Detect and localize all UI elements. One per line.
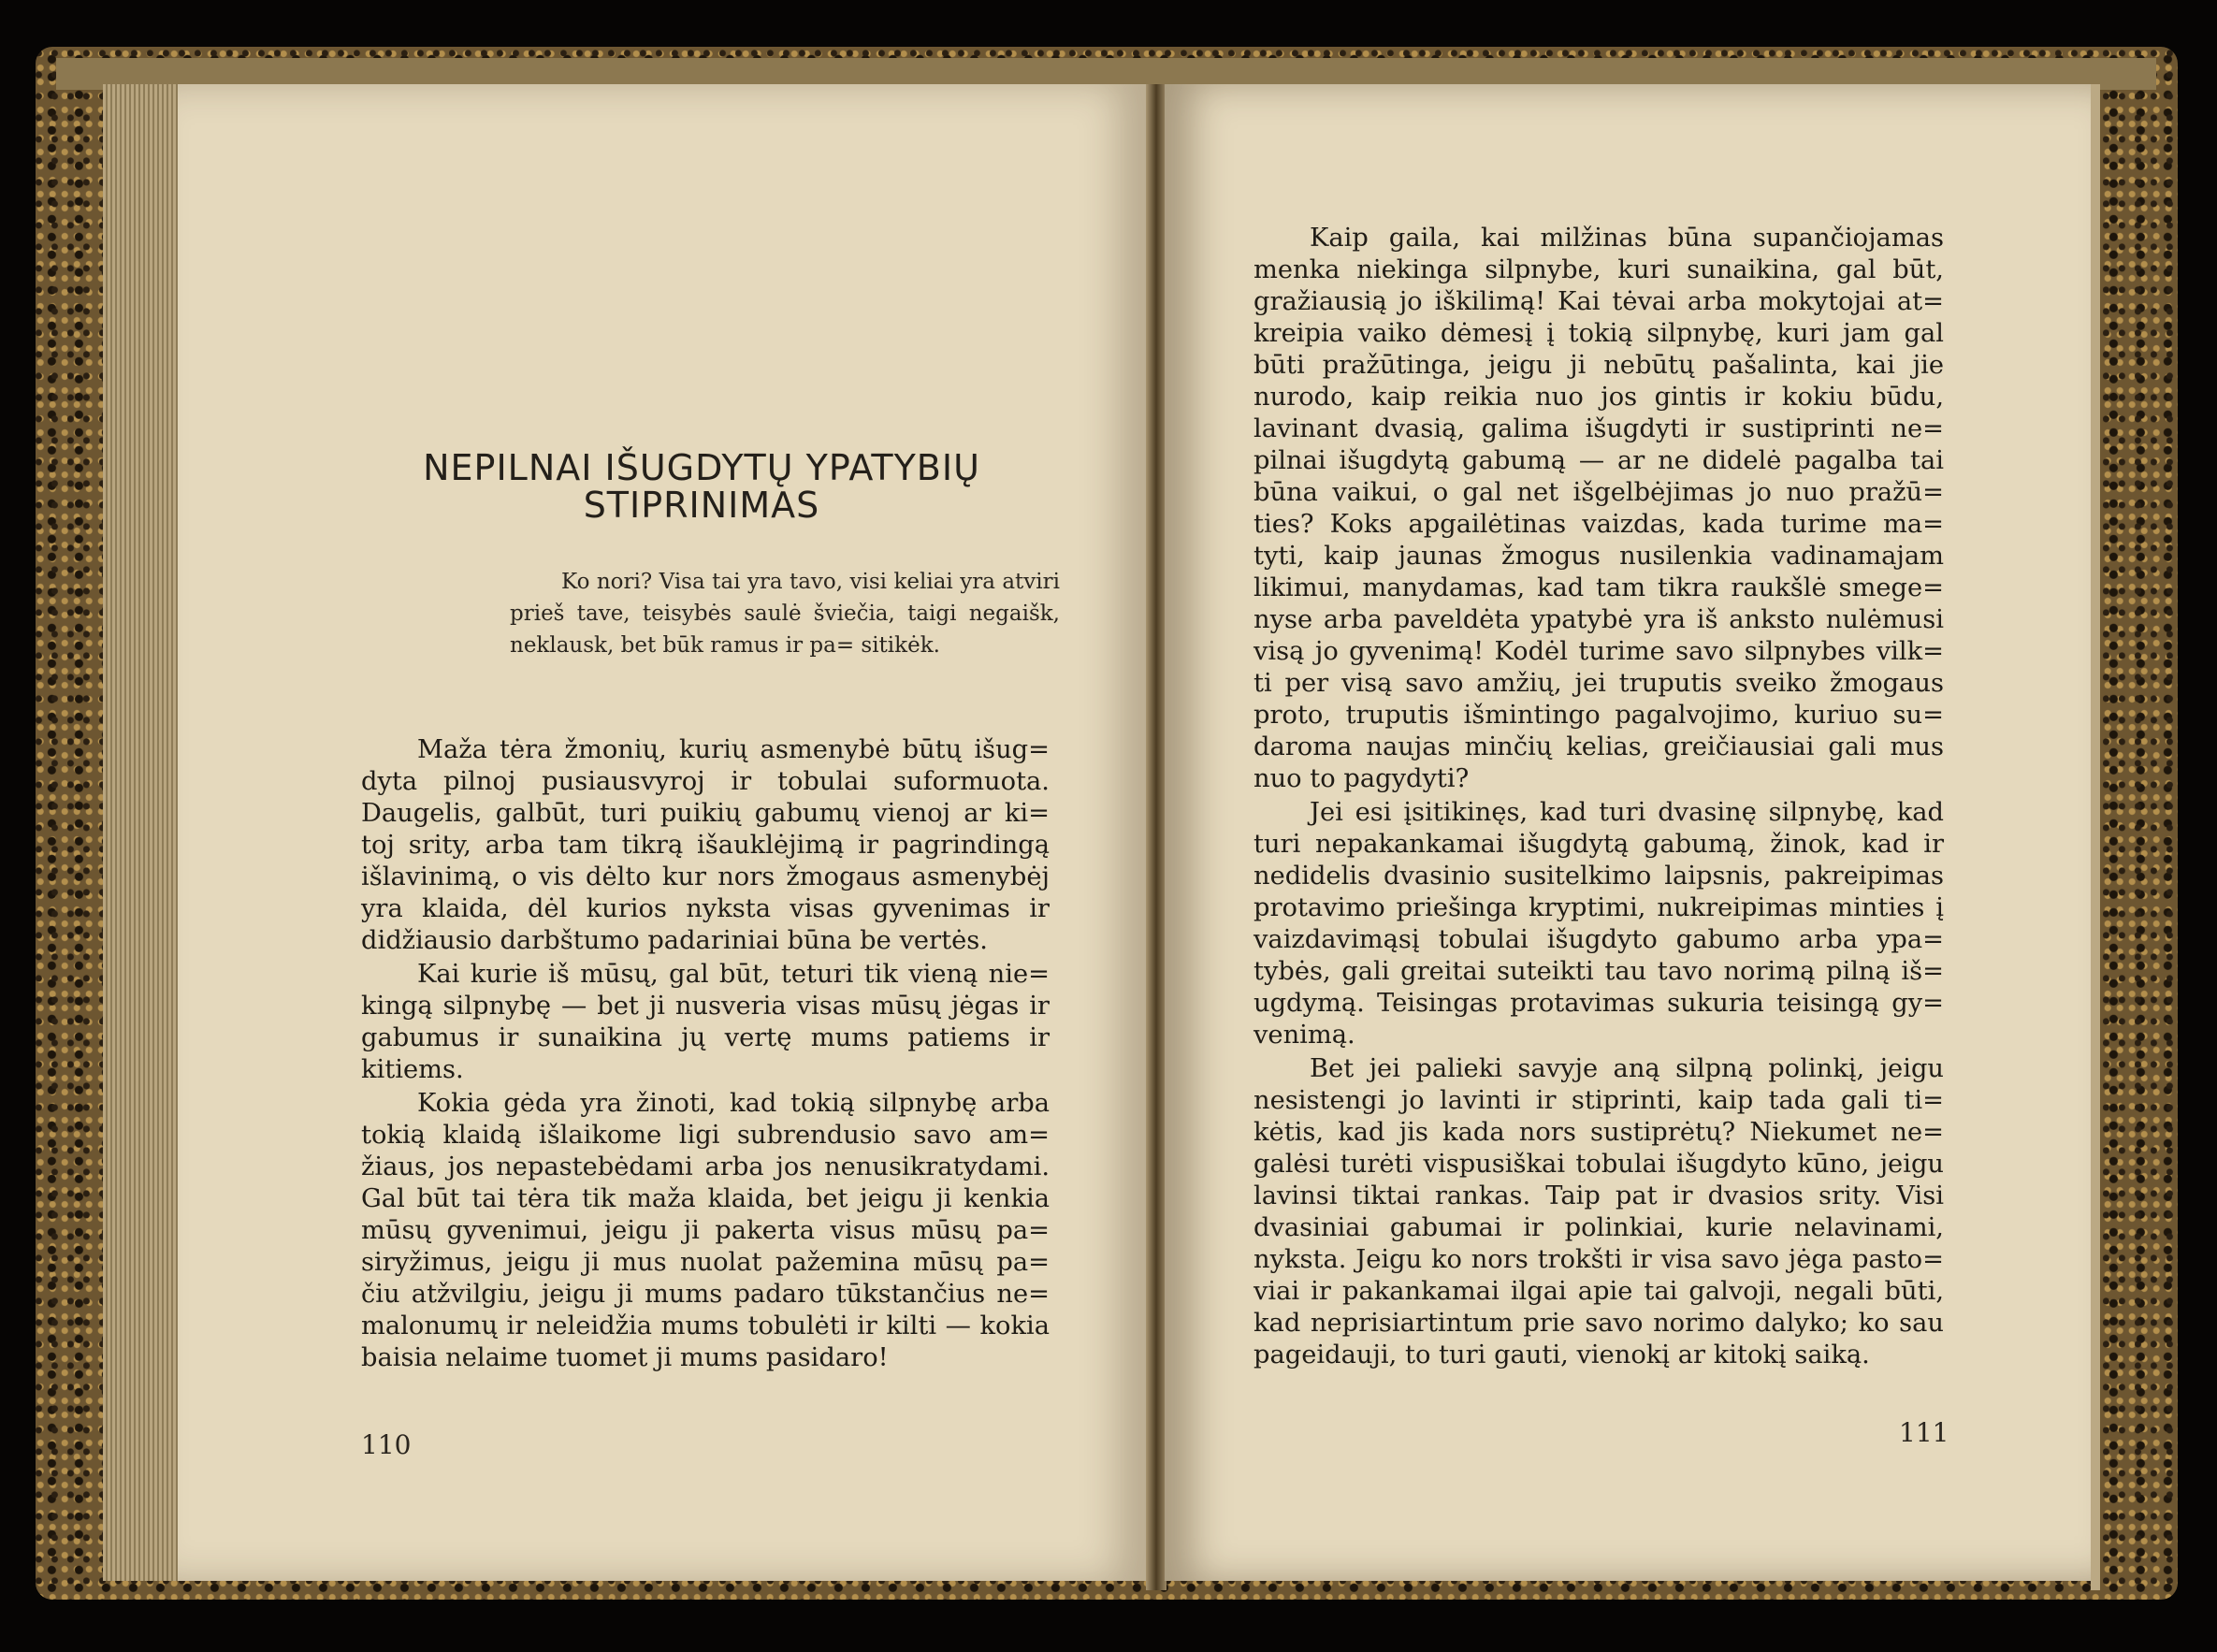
page-stack-edge	[103, 84, 187, 1581]
book-gutter	[1146, 84, 1166, 1590]
chapter-title: NEPILNAI IŠUGDYTŲ YPATYBIŲ STIPRINIMAS	[423, 447, 980, 526]
right-page-edge	[2091, 84, 2100, 1590]
left-page-body	[361, 734, 1050, 1374]
paragraph: Kaip gaila, kai milžinas būna supančiojamas menka niekinga silpnybe, kuri sunaikina, gal būt, gražiausią jo iškilimą! Kai tėvai arba mokytojai at= kreipia vaiko dėmesį į tokią silpnybę, kuri jam gal būti pražūtinga, jeigu ji nebūtų pašalinta, kai jie nurodo, kaip reikia nuo jos gintis ir kokiu būdu, lavinant dvasią, galima išugdyti ir sustiprinti ne= pilnai išugdytą gabumą — ar ne didelė pagalba tai būna vaikui, o gal net išgelbėjimas jo nuo pražū= ties? Koks apgailėtinas vaizdas, kada turime ma= tyti, kaip jaunas žmogus nusilenkia vadinamajam likimui, manydamas, kad tam tikra raukšlė smege= nyse arba paveldėta ypatybė yra iš anksto nulėmusi visą jo gyvenimą! Kodėl turime savo silpnybes vilk= ti per visą savo amžių, jei truputis sveiko žmogaus proto, truputis išmintingo pagalvojimo, kuriuo su= daroma naujas minčių kelias, greičiausiai gali mus nuo to pagydyti?	[1253, 224, 1944, 793]
paragraph: Kokia gėda yra žinoti, kad tokią silpnybę arba tokią klaidą išlaikome ligi subrendusio savo am= žiaus, jos nepastebėdami arba jos nenusikratydami. Gal būt tai tėra tik maža klaida, bet jeigu ji kenkia mūsų gyvenimui, jeigu ji pakerta visus mūsų pa= siryžimus, jeigu ji mus nuolat pažemina mūsų pa= čiu atžvilgiu, jeigu ji mums padaro tūkstančius ne= malonumų ir neleidžia mums tobulėti ir kilti — kokia baisia nelaime tuomet ji mums pasidaro!	[361, 1089, 1050, 1372]
right-page-body	[1253, 223, 1944, 1371]
page-number-right: 111	[1899, 1417, 1949, 1448]
page-number-left: 110	[361, 1429, 412, 1460]
paragraph: Bet jei palieki savyje aną silpną polinkį, jeigu nesistengi jo lavinti ir stiprinti, kaip tada gali ti= kėtis, kad jis kada nors sustiprėtų? Niekumet ne= galėsi turėti vispusiškai tobulai išugdyto kūno, jeigu lavinsi tiktai rankas. Taip pat ir dvasios srity. Visi dvasiniai gabumai ir polinkiai, kurie nelavinami, nyksta. Jeigu ko nors trokšti ir visa savo jėga pasto= viai ir pakankamai ilgai apie tai galvoji, negali būti, kad neprisiartintum prie savo norimo dalyko; ko sau pageidauji, to turi gauti, vienokį ar kitokį saiką.	[1253, 1054, 1944, 1369]
paragraph: Kai kurie iš mūsų, gal būt, teturi tik vieną nie= kingą silpnybę — bet ji nusveria visas mūsų jėgas ir gabumus ir sunaikina jų vertę mums patiems ir kitiems.	[361, 960, 1050, 1084]
paragraph: Maža tėra žmonių, kurių asmenybė būtų išug= dyta pilnoj pusiausvyroj ir tobulai suformuota. Daugelis, galbūt, turi puikių gabumų vienoj ar ki= toj srity, arba tam tikrą išauklėjimą ir pagrindingą išlavinimą, o vis dėlto kur nors žmogaus asmenybėj yra klaida, dėl kurios nyksta visas gyvenimas ir didžiausio darbštumo padariniai būna be vertės.	[361, 735, 1050, 955]
paragraph: Jei esi įsitikinęs, kad turi dvasinę silpnybę, kad turi nepakankamai išugdytą gabumą, žinok, kad ir nedidelis dvasinio susitelkimo laipsnis, pakreipimas protavimo priešinga kryptimi, nukreipimas minties į vaizdavimąsį tobulai išugdyto gabumo arba ypa= tybės, gali greitai suteikti tau tavo norimą pilną iš= ugdymą. Teisingas protavimas sukuria teisingą gy= venimą.	[1253, 798, 1944, 1050]
chapter-motto: Ko nori? Visa tai yra tavo, visi keliai yra atviri prieš tave, teisybės saulė šviečia, taigi negaišk, neklausk, bet būk ramus ir pa= sitikėk.	[510, 570, 1060, 658]
